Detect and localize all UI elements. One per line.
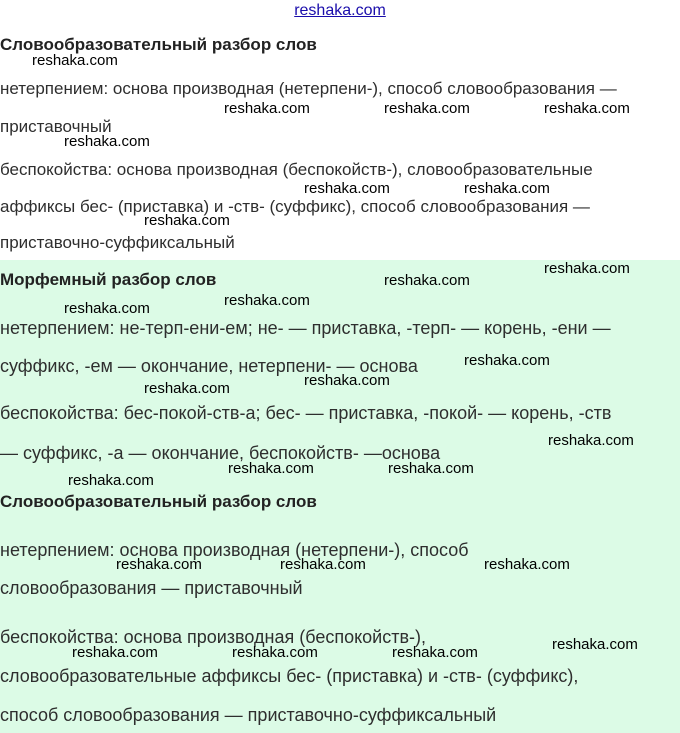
watermark: reshaka.com <box>544 260 630 277</box>
watermark: reshaka.com <box>64 300 150 317</box>
section3-title: Словообразовательный разбор слов <box>0 492 317 511</box>
section2-title: Морфемный разбор слов <box>0 270 217 289</box>
watermark: reshaka.com <box>544 100 630 117</box>
watermark: reshaka.com <box>232 644 318 661</box>
watermark: reshaka.com <box>464 352 550 369</box>
section3-line-1: нетерпением: основа производная (нетерпени-), способ <box>0 540 469 560</box>
watermark: reshaka.com <box>304 180 390 197</box>
watermark: reshaka.com <box>32 52 118 69</box>
watermark: reshaka.com <box>484 556 570 573</box>
watermark: reshaka.com <box>304 372 390 389</box>
section2-line-1: нетерпением: не-терп-ени-ем; не- — приставка, -терп- — корень, -ени — <box>0 318 611 338</box>
section2-line-3: беспокойства: бес-покой-ств-а; бес- — приставка, -покой- — корень, -ств <box>0 403 612 423</box>
watermark: reshaka.com <box>280 556 366 573</box>
watermark: reshaka.com <box>144 212 230 229</box>
watermark: reshaka.com <box>116 556 202 573</box>
watermark: reshaka.com <box>552 636 638 653</box>
watermark: reshaka.com <box>224 100 310 117</box>
section1-line-4: аффиксы бес- (приставка) и -ств- (суффикс), способ словообразования — <box>0 197 590 216</box>
watermark: reshaka.com <box>64 133 150 150</box>
watermark: reshaka.com <box>144 380 230 397</box>
section2-line-2: суффикс, -ем — окончание, нетерпени- — основа <box>0 356 418 376</box>
site-link[interactable]: reshaka.com <box>294 2 386 19</box>
watermark: reshaka.com <box>68 472 154 489</box>
section3-line-5: способ словообразования — приставочно-суффиксальный <box>0 705 497 725</box>
watermark: reshaka.com <box>224 292 310 309</box>
watermark: reshaka.com <box>72 644 158 661</box>
section1-title: Словообразовательный разбор слов <box>0 35 317 54</box>
watermark: reshaka.com <box>548 432 634 449</box>
section2-line-4: — суффикс, -а — окончание, беспокойств- —основа <box>0 443 441 463</box>
section1-line-1: нетерпением: основа производная (нетерпени-), способ словообразования — <box>0 79 617 98</box>
section3-line-4: словообразовательные аффиксы бес- (приставка) и -ств- (суффикс), <box>0 666 579 686</box>
watermark: reshaka.com <box>228 460 314 477</box>
section1-line-5: приставочно-суффиксальный <box>0 233 235 252</box>
section1-line-3: беспокойства: основа производная (беспокойств-), словообразовательные <box>0 160 593 179</box>
section3-line-2: словообразования — приставочный <box>0 578 303 598</box>
section3-line-3: беспокойства: основа производная (беспокойств-), <box>0 627 427 647</box>
watermark: reshaka.com <box>464 180 550 197</box>
watermark: reshaka.com <box>384 100 470 117</box>
watermark: reshaka.com <box>392 644 478 661</box>
watermark: reshaka.com <box>388 460 474 477</box>
watermark: reshaka.com <box>384 272 470 289</box>
section1-line-2: приставочный <box>0 117 112 136</box>
